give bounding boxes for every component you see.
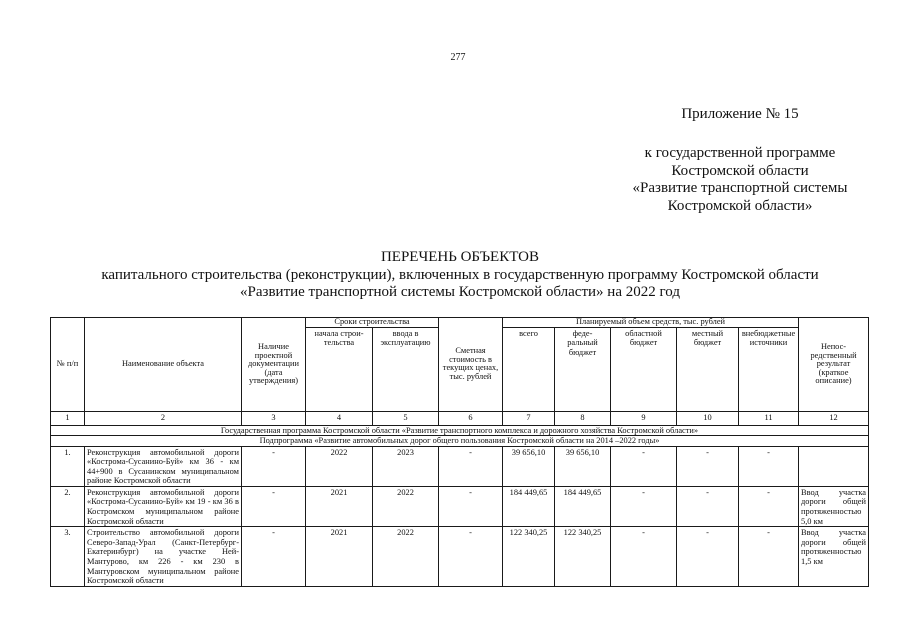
cell-number: 1. [51,446,85,486]
program-row [51,425,869,435]
table-row [51,527,869,587]
cell-estimated-cost: - [439,527,503,587]
col-header-regional: областной бюджет [611,327,677,411]
appendix-line: Костромской области [671,162,809,179]
col-header-name: Наименование объекта [85,318,242,412]
cell-design-docs: - [242,486,306,526]
cell-result: Ввод участка дороги общей протяженностью 5,0 км [799,486,869,526]
cell-federal: 184 449,65 [555,486,611,526]
cell-start: 2021 [306,486,373,526]
column-number: 1 [51,411,85,425]
column-number: 12 [799,411,869,425]
cell-regional: - [611,527,677,587]
col-header-result: Непос- редственный результат (краткое описание) [799,318,869,412]
objects-table [50,317,869,587]
col-header-estimated-cost: Сметная стоимость в текущих ценах, тыс. рублей [439,318,503,412]
cell-total: 39 656,10 [503,446,555,486]
column-number: 10 [677,411,739,425]
cell-design-docs: - [242,527,306,587]
subprogram-row [51,435,869,446]
column-number: 9 [611,411,677,425]
cell-commission: 2022 [373,486,439,526]
cell-estimated-cost: - [439,486,503,526]
document-subtitle-line: «Развитие транспортной системы Костромской области» на 2022 год [240,284,680,301]
group-header-construction-period: Сроки строительства [306,318,439,328]
cell-local: - [677,527,739,587]
cell-local: - [677,486,739,526]
column-number-row [51,411,869,425]
appendix-line: Костромской области» [667,198,813,215]
column-number: 5 [373,411,439,425]
document-title: ПЕРЕЧЕНЬ ОБЪЕКТОВ [380,249,540,265]
cell-name: Реконструкция автомобильной дороги «Кострома-Сусанино-Буй» км 19 - км 36 в Костромском муниципальном районе Костромской области [85,486,242,526]
subprogram-title: Подпрограмма «Развитие автомобильных дорог общего пользования Костромской области на 2014 –2022 годы» [51,435,869,446]
cell-extrabudgetary: - [739,527,799,587]
cell-commission: 2022 [373,527,439,587]
column-number: 2 [85,411,242,425]
cell-estimated-cost: - [439,446,503,486]
table-header-row [51,318,869,328]
col-header-total: всего [503,327,555,411]
cell-extrabudgetary: - [739,446,799,486]
page-number: 277 [450,52,466,63]
cell-start: 2021 [306,527,373,587]
cell-extrabudgetary: - [739,486,799,526]
cell-federal: 122 340,25 [555,527,611,587]
cell-number: 2. [51,486,85,526]
group-header-planned-funding: Планируемый объем средств, тыс. рублей [503,318,799,328]
col-header-commission: ввода в эксплуатацию [373,327,439,411]
cell-result: Ввод участка дороги общей протяженностью 1,5 км [799,527,869,587]
appendix-title: Приложение № 15 [681,106,799,122]
cell-commission: 2023 [373,446,439,486]
column-number: 7 [503,411,555,425]
column-number: 11 [739,411,799,425]
cell-number: 3. [51,527,85,587]
cell-design-docs: - [242,446,306,486]
cell-federal: 39 656,10 [555,446,611,486]
col-header-local: местный бюджет [677,327,739,411]
col-header-federal: феде- ральный бюджет [555,327,611,411]
cell-total: 122 340,25 [503,527,555,587]
appendix-line: «Развитие транспортной системы [632,180,848,197]
cell-total: 184 449,65 [503,486,555,526]
column-number: 4 [306,411,373,425]
column-number: 8 [555,411,611,425]
column-number: 6 [439,411,503,425]
col-header-start: начала строи- тельства [306,327,373,411]
cell-result [799,446,869,486]
table-row [51,486,869,526]
column-number: 3 [242,411,306,425]
document-subtitle-line: капитального строительства (реконструкции), включенных в государственную программу Костромской области [101,266,819,283]
cell-start: 2022 [306,446,373,486]
cell-name: Реконструкция автомобильной дороги «Кострома-Сусанино-Буй» км 36 - км 44+900 в Сусанинском муниципальном районе Костромской области [85,446,242,486]
col-header-number: № п/п [51,318,85,412]
cell-regional: - [611,446,677,486]
cell-name: Строительство автомобильной дороги Северо-Запад-Урал (Санкт-Петербург-Екатеринбург) на участке Ней-Мантурово, км 226 - км 230 в Мантуровском муниципальном районе Костромской области [85,527,242,587]
col-header-design-docs: Наличие проектной документации (дата утверждения) [242,318,306,412]
appendix-line: к государственной программе [644,145,836,161]
col-header-extrabudgetary: внебюджетные источники [739,327,799,411]
table-row [51,446,869,486]
cell-regional: - [611,486,677,526]
cell-local: - [677,446,739,486]
appendix-reference [590,145,890,216]
program-title: Государственная программа Костромской области «Развитие транспортного комплекса и дорожного хозяйства Костромской области» [51,425,869,435]
document-heading [20,249,900,302]
